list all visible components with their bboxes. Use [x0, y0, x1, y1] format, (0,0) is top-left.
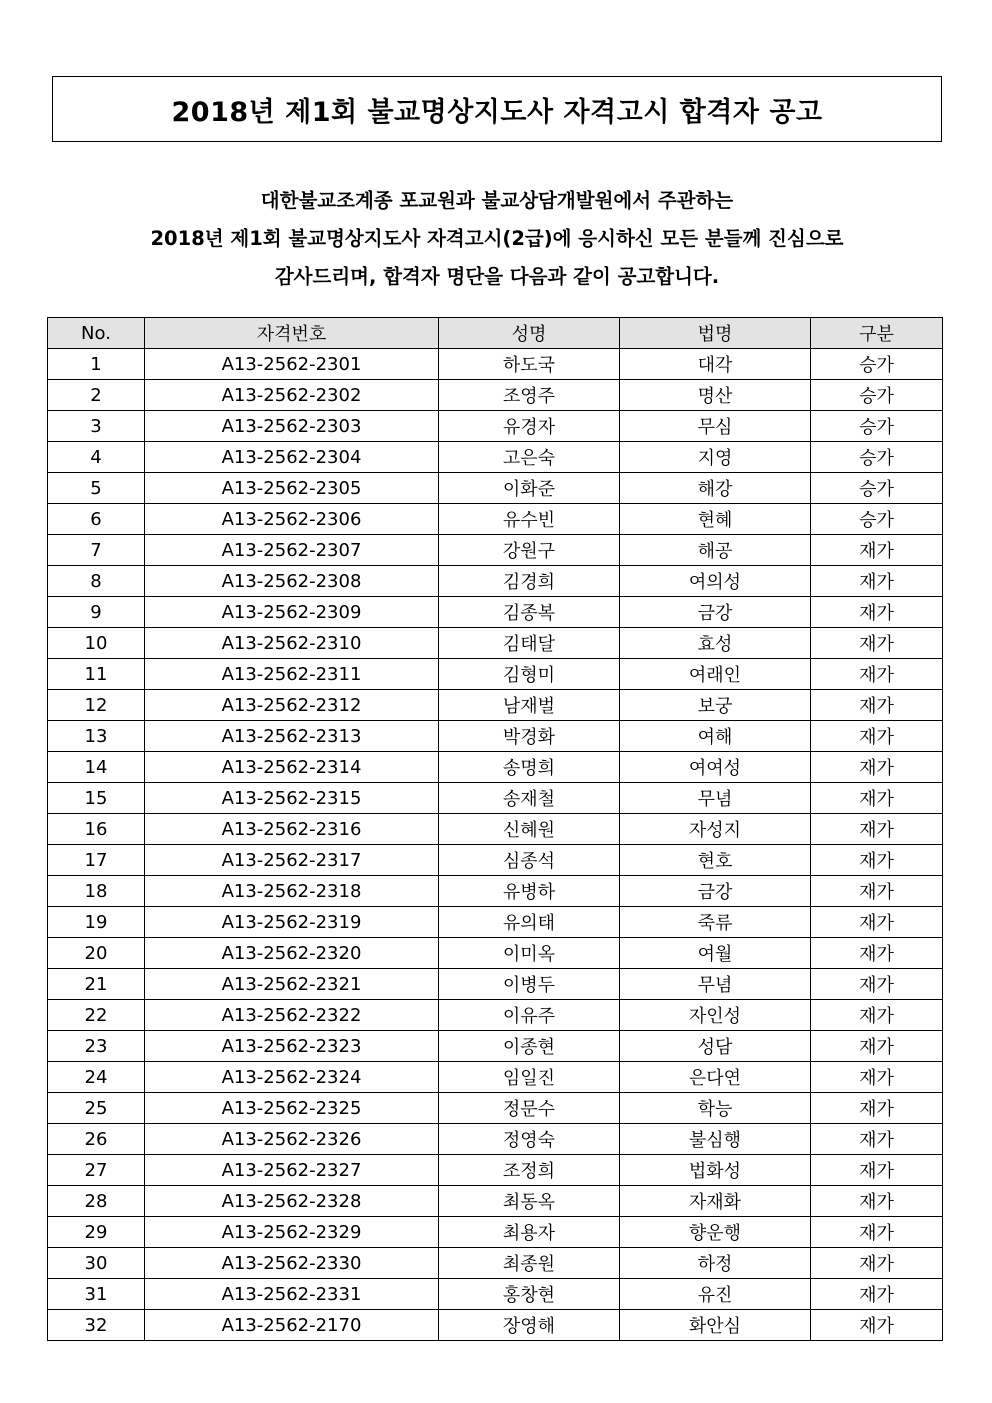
cell-no: 22 [48, 1000, 145, 1031]
table-row [48, 349, 943, 380]
cell-division: 재가 [811, 1217, 943, 1248]
cell-name: 유경자 [439, 411, 620, 442]
cell-division: 재가 [811, 969, 943, 1000]
cell-no: 32 [48, 1310, 145, 1341]
cell-dharma-name: 현호 [620, 845, 811, 876]
table-row [48, 752, 943, 783]
table-row [48, 1248, 943, 1279]
cell-cert-number: A13-2562-2315 [145, 783, 439, 814]
cell-dharma-name: 여여성 [620, 752, 811, 783]
cell-division: 재가 [811, 721, 943, 752]
cell-no: 24 [48, 1062, 145, 1093]
intro-line: 2018년 제1회 불교명상지도사 자격고시(2급)에 응시하신 모든 분들께 진심으로 [150, 227, 844, 250]
cell-name: 이미옥 [439, 938, 620, 969]
cell-division: 재가 [811, 1186, 943, 1217]
cell-name: 최종원 [439, 1248, 620, 1279]
cell-division: 재가 [811, 597, 943, 628]
cell-name: 유수빈 [439, 504, 620, 535]
cell-division: 재가 [811, 907, 943, 938]
cell-division: 재가 [811, 814, 943, 845]
cell-dharma-name: 지영 [620, 442, 811, 473]
cell-dharma-name: 여월 [620, 938, 811, 969]
cell-division: 재가 [811, 628, 943, 659]
cell-division: 재가 [811, 659, 943, 690]
cell-name: 유병하 [439, 876, 620, 907]
cell-cert-number: A13-2562-2326 [145, 1124, 439, 1155]
table-row [48, 1124, 943, 1155]
table-row [48, 1310, 943, 1341]
cell-division: 재가 [811, 1279, 943, 1310]
cell-division: 재가 [811, 566, 943, 597]
cell-name: 김종복 [439, 597, 620, 628]
cell-no: 18 [48, 876, 145, 907]
table-row [48, 721, 943, 752]
cell-division: 재가 [811, 1124, 943, 1155]
cell-name: 신혜원 [439, 814, 620, 845]
header-cert-number: 자격번호 [145, 318, 439, 349]
cell-dharma-name: 하정 [620, 1248, 811, 1279]
cell-no: 2 [48, 380, 145, 411]
cell-dharma-name: 죽류 [620, 907, 811, 938]
cell-no: 1 [48, 349, 145, 380]
cell-division: 승가 [811, 411, 943, 442]
table-header-row [48, 318, 943, 349]
cell-dharma-name: 불심행 [620, 1124, 811, 1155]
table-row [48, 566, 943, 597]
cell-dharma-name: 해강 [620, 473, 811, 504]
cell-cert-number: A13-2562-2324 [145, 1062, 439, 1093]
cell-division: 승가 [811, 380, 943, 411]
cell-cert-number: A13-2562-2325 [145, 1093, 439, 1124]
cell-no: 10 [48, 628, 145, 659]
table-row [48, 814, 943, 845]
cell-no: 3 [48, 411, 145, 442]
cell-no: 31 [48, 1279, 145, 1310]
cell-name: 박경화 [439, 721, 620, 752]
cell-cert-number: A13-2562-2329 [145, 1217, 439, 1248]
cell-division: 재가 [811, 1062, 943, 1093]
table-row [48, 504, 943, 535]
cell-no: 7 [48, 535, 145, 566]
cell-division: 재가 [811, 752, 943, 783]
table-row [48, 535, 943, 566]
cell-cert-number: A13-2562-2319 [145, 907, 439, 938]
cell-no: 12 [48, 690, 145, 721]
cell-cert-number: A13-2562-2308 [145, 566, 439, 597]
cell-dharma-name: 자성지 [620, 814, 811, 845]
table-row [48, 1031, 943, 1062]
cell-name: 이병두 [439, 969, 620, 1000]
cell-no: 15 [48, 783, 145, 814]
cell-no: 8 [48, 566, 145, 597]
cell-cert-number: A13-2562-2307 [145, 535, 439, 566]
cell-cert-number: A13-2562-2312 [145, 690, 439, 721]
cell-cert-number: A13-2562-2313 [145, 721, 439, 752]
table-row [48, 938, 943, 969]
cell-no: 23 [48, 1031, 145, 1062]
cell-name: 김태달 [439, 628, 620, 659]
table-row [48, 1093, 943, 1124]
title-box [52, 76, 942, 142]
cell-name: 임일진 [439, 1062, 620, 1093]
cell-dharma-name: 금강 [620, 876, 811, 907]
cell-no: 6 [48, 504, 145, 535]
table-row [48, 473, 943, 504]
cell-division: 재가 [811, 1093, 943, 1124]
cell-no: 16 [48, 814, 145, 845]
cell-no: 14 [48, 752, 145, 783]
header-no: No. [48, 318, 145, 349]
cell-dharma-name: 자인성 [620, 1000, 811, 1031]
cell-name: 정영숙 [439, 1124, 620, 1155]
cell-division: 재가 [811, 1031, 943, 1062]
table-row [48, 907, 943, 938]
cell-name: 심종석 [439, 845, 620, 876]
cell-cert-number: A13-2562-2306 [145, 504, 439, 535]
cell-name: 남재벌 [439, 690, 620, 721]
cell-division: 재가 [811, 690, 943, 721]
table-row [48, 411, 943, 442]
cell-division: 재가 [811, 1000, 943, 1031]
table-row [48, 628, 943, 659]
cell-name: 최동옥 [439, 1186, 620, 1217]
table-row [48, 1155, 943, 1186]
table-row [48, 969, 943, 1000]
cell-no: 4 [48, 442, 145, 473]
cell-no: 20 [48, 938, 145, 969]
cell-cert-number: A13-2562-2321 [145, 969, 439, 1000]
cell-name: 이종현 [439, 1031, 620, 1062]
cell-no: 25 [48, 1093, 145, 1124]
table-row [48, 380, 943, 411]
cell-division: 승가 [811, 504, 943, 535]
table-body [48, 349, 943, 1341]
cell-name: 홍창현 [439, 1279, 620, 1310]
cell-dharma-name: 명산 [620, 380, 811, 411]
cell-cert-number: A13-2562-2311 [145, 659, 439, 690]
cell-cert-number: A13-2562-2301 [145, 349, 439, 380]
passer-table [47, 317, 943, 1341]
cell-no: 29 [48, 1217, 145, 1248]
header-name: 성명 [439, 318, 620, 349]
cell-division: 재가 [811, 1310, 943, 1341]
cell-name: 강원구 [439, 535, 620, 566]
cell-name: 이화준 [439, 473, 620, 504]
cell-no: 26 [48, 1124, 145, 1155]
cell-cert-number: A13-2562-2310 [145, 628, 439, 659]
cell-no: 27 [48, 1155, 145, 1186]
cell-division: 재가 [811, 845, 943, 876]
cell-dharma-name: 유진 [620, 1279, 811, 1310]
intro-paragraph [52, 182, 942, 296]
cell-dharma-name: 무념 [620, 783, 811, 814]
cell-dharma-name: 학능 [620, 1093, 811, 1124]
cell-cert-number: A13-2562-2330 [145, 1248, 439, 1279]
cell-division: 승가 [811, 473, 943, 504]
cell-division: 재가 [811, 876, 943, 907]
cell-cert-number: A13-2562-2327 [145, 1155, 439, 1186]
cell-cert-number: A13-2562-2328 [145, 1186, 439, 1217]
cell-division: 재가 [811, 938, 943, 969]
cell-dharma-name: 성담 [620, 1031, 811, 1062]
cell-dharma-name: 자재화 [620, 1186, 811, 1217]
cell-division: 승가 [811, 442, 943, 473]
intro-line: 대한불교조계종 포교원과 불교상담개발원에서 주관하는 [260, 189, 734, 212]
cell-name: 조정희 [439, 1155, 620, 1186]
cell-dharma-name: 효성 [620, 628, 811, 659]
table-row [48, 783, 943, 814]
table-row [48, 690, 943, 721]
cell-no: 17 [48, 845, 145, 876]
cell-name: 유의태 [439, 907, 620, 938]
table-row [48, 1062, 943, 1093]
cell-division: 승가 [811, 349, 943, 380]
table-row [48, 659, 943, 690]
cell-name: 송재철 [439, 783, 620, 814]
table-row [48, 1000, 943, 1031]
cell-dharma-name: 여의성 [620, 566, 811, 597]
cell-no: 21 [48, 969, 145, 1000]
cell-cert-number: A13-2562-2317 [145, 845, 439, 876]
cell-division: 재가 [811, 535, 943, 566]
cell-name: 장영해 [439, 1310, 620, 1341]
cell-cert-number: A13-2562-2170 [145, 1310, 439, 1341]
cell-dharma-name: 무념 [620, 969, 811, 1000]
cell-name: 최용자 [439, 1217, 620, 1248]
cell-name: 하도국 [439, 349, 620, 380]
cell-name: 이유주 [439, 1000, 620, 1031]
cell-dharma-name: 화안심 [620, 1310, 811, 1341]
cell-cert-number: A13-2562-2323 [145, 1031, 439, 1062]
cell-division: 재가 [811, 783, 943, 814]
header-division: 구분 [811, 318, 943, 349]
cell-cert-number: A13-2562-2303 [145, 411, 439, 442]
cell-cert-number: A13-2562-2302 [145, 380, 439, 411]
table-row [48, 1279, 943, 1310]
cell-no: 19 [48, 907, 145, 938]
cell-dharma-name: 여해 [620, 721, 811, 752]
cell-no: 30 [48, 1248, 145, 1279]
cell-no: 28 [48, 1186, 145, 1217]
table-row [48, 597, 943, 628]
cell-name: 송명희 [439, 752, 620, 783]
cell-dharma-name: 무심 [620, 411, 811, 442]
cell-no: 9 [48, 597, 145, 628]
table-row [48, 442, 943, 473]
cell-cert-number: A13-2562-2322 [145, 1000, 439, 1031]
cell-cert-number: A13-2562-2318 [145, 876, 439, 907]
page-title: 2018년 제1회 불교명상지도사 자격고시 합격자 공고 [171, 96, 823, 128]
cell-dharma-name: 현혜 [620, 504, 811, 535]
cell-dharma-name: 법화성 [620, 1155, 811, 1186]
cell-name: 고은숙 [439, 442, 620, 473]
cell-cert-number: A13-2562-2320 [145, 938, 439, 969]
cell-dharma-name: 해공 [620, 535, 811, 566]
cell-dharma-name: 보궁 [620, 690, 811, 721]
table-row [48, 1186, 943, 1217]
cell-division: 재가 [811, 1155, 943, 1186]
cell-no: 5 [48, 473, 145, 504]
table-row [48, 876, 943, 907]
cell-dharma-name: 금강 [620, 597, 811, 628]
header-dharma-name: 법명 [620, 318, 811, 349]
cell-cert-number: A13-2562-2316 [145, 814, 439, 845]
cell-cert-number: A13-2562-2309 [145, 597, 439, 628]
cell-dharma-name: 여래인 [620, 659, 811, 690]
cell-cert-number: A13-2562-2305 [145, 473, 439, 504]
table-row [48, 845, 943, 876]
cell-no: 13 [48, 721, 145, 752]
cell-name: 김형미 [439, 659, 620, 690]
cell-name: 정문수 [439, 1093, 620, 1124]
cell-name: 조영주 [439, 380, 620, 411]
cell-cert-number: A13-2562-2314 [145, 752, 439, 783]
cell-cert-number: A13-2562-2331 [145, 1279, 439, 1310]
cell-dharma-name: 향운행 [620, 1217, 811, 1248]
cell-dharma-name: 대각 [620, 349, 811, 380]
cell-division: 재가 [811, 1248, 943, 1279]
table-row [48, 1217, 943, 1248]
cell-cert-number: A13-2562-2304 [145, 442, 439, 473]
cell-name: 김경희 [439, 566, 620, 597]
cell-no: 11 [48, 659, 145, 690]
cell-dharma-name: 은다연 [620, 1062, 811, 1093]
intro-line: 감사드리며, 합격자 명단을 다음과 같이 공고합니다. [274, 265, 720, 288]
